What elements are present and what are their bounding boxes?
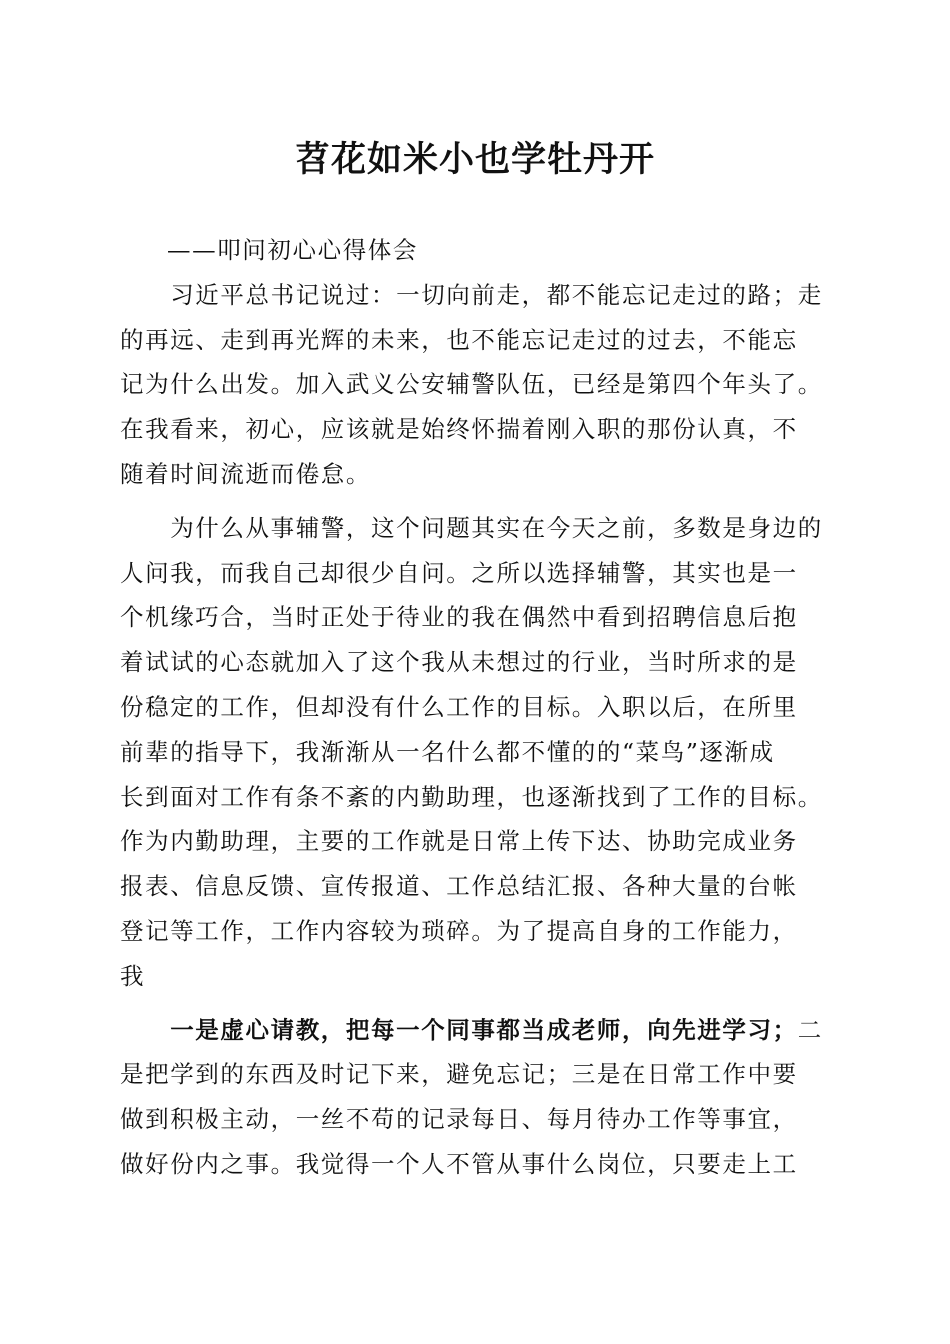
paragraph-line: 个机缘巧合，当时正处于待业的我在偶然中看到招聘信息后抱 — [120, 603, 798, 632]
paragraph-line: 记为什么出发。加入武义公安辅警队伍，已经是第四个年头了。 — [120, 370, 823, 399]
paragraph-line: 随着时间流逝而倦怠。 — [120, 459, 371, 488]
paragraph-tail-text: 二 — [797, 1015, 823, 1044]
paragraph-spacer — [120, 497, 832, 506]
paragraph-line — [120, 1008, 832, 1053]
paragraph-line: 前辈的指导下，我渐渐从一名什么都不懂的的“菜鸟”逐渐成 — [120, 737, 775, 766]
paragraph-line: 作为内勤助理，主要的工作就是日常上传下达、协助完成业务 — [120, 827, 798, 856]
paragraph-line: 习近平总书记说过：一切向前走，都不能忘记走过的路；走 — [120, 280, 823, 309]
paragraph-line: 为什么从事辅警，这个问题其实在今天之前，多数是身边的 — [120, 513, 823, 542]
paragraph-line: 是把学到的东西及时记下来，避免忘记；三是在日常工作中要 — [120, 1060, 798, 1089]
paragraph-line: 报表、信息反馈、宣传报道、工作总结汇报、各种大量的台帐 — [120, 872, 798, 901]
paragraph-line: 份稳定的工作，但却没有什么工作的目标。入职以后，在所里 — [120, 692, 798, 721]
document-body — [120, 228, 832, 1187]
bold-lead-text: 一是虚心请教，把每一个同事都当成老师，向先进学习； — [120, 1015, 798, 1044]
paragraph-line: 登记等工作，工作内容较为琐碎。为了提高自身的工作能力， — [120, 916, 798, 945]
paragraph-line: 在我看来，初心，应该就是始终怀揣着刚入职的那份认真，不 — [120, 415, 798, 444]
paragraph-line: 长到面对工作有条不紊的内勤助理，也逐渐找到了工作的目标。 — [120, 782, 823, 811]
paragraph-line: 做到积极主动，一丝不苟的记录每日、每月待办工作等事宜， — [120, 1105, 798, 1134]
paragraph-spacer — [120, 999, 832, 1008]
paragraph-line: 我 — [120, 961, 146, 990]
paragraph-line: 着试试的心态就加入了这个我从未想过的行业，当时所求的是 — [120, 648, 798, 677]
paragraph-line: 的再远、走到再光辉的未来，也不能忘记走过的过去，不能忘 — [120, 325, 798, 354]
document-title: 苕花如米小也学牡丹开 — [294, 139, 655, 180]
document-subtitle: ——叩问初心心得体会 — [167, 236, 418, 264]
paragraph-line: 做好份内之事。我觉得一个人不管从事什么岗位，只要走上工 — [120, 1149, 798, 1178]
paragraph-line: 人问我，而我自己却很少自问。之所以选择辅警，其实也是一 — [120, 558, 798, 587]
